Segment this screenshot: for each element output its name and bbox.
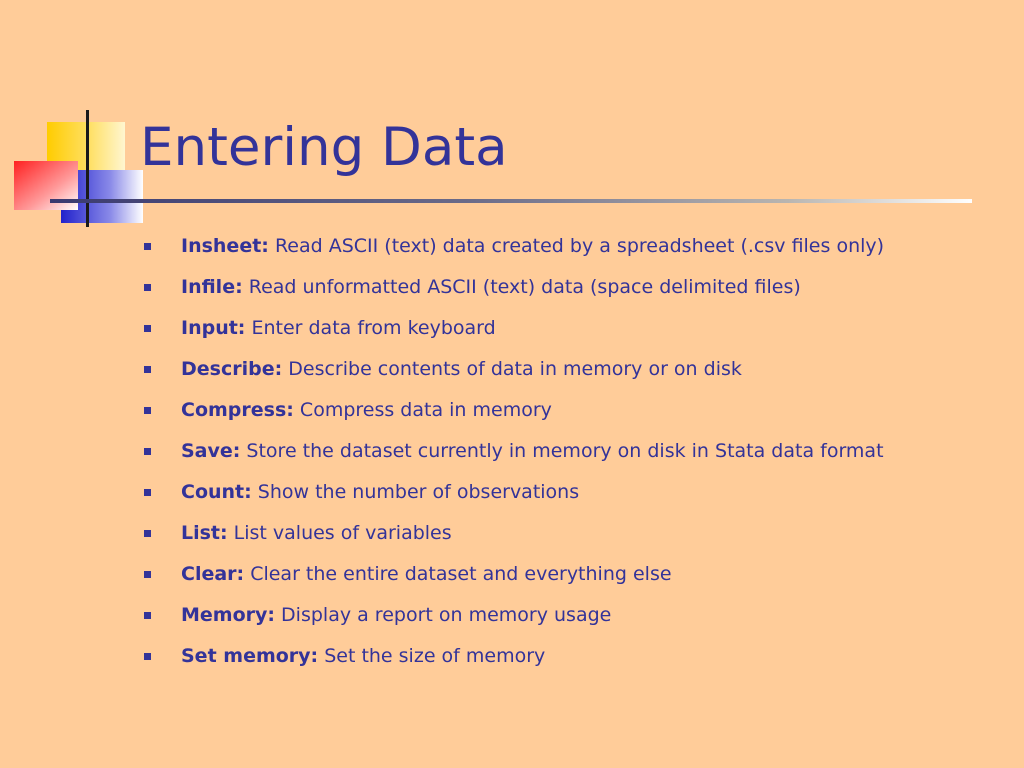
bullet-description: Enter data from keyboard (251, 317, 496, 339)
square-bullet-icon (144, 530, 151, 537)
bullet-item-infile (142, 267, 884, 308)
bullet-term: Save: (181, 440, 241, 462)
bullet-description: Clear the entire dataset and everything else (250, 563, 672, 585)
square-bullet-icon (144, 448, 151, 455)
bullet-item-list (142, 513, 884, 554)
bullet-description: Set the size of memory (324, 645, 546, 667)
bullet-item-set-memory (142, 636, 884, 677)
square-bullet-icon (144, 489, 151, 496)
square-bullet-icon (144, 653, 151, 660)
bullet-description: List values of variables (233, 522, 452, 544)
bullet-term: Input: (181, 317, 246, 339)
bullet-item-clear (142, 554, 884, 595)
bullet-description: Display a report on memory usage (281, 604, 612, 626)
square-bullet-icon (144, 571, 151, 578)
square-bullet-icon (144, 407, 151, 414)
bullet-term: Count: (181, 481, 252, 503)
bullet-description: Store the dataset currently in memory on disk in Stata data format (246, 440, 884, 462)
bullet-list (142, 226, 884, 677)
title-underline (50, 199, 972, 203)
bullet-item-count (142, 472, 884, 513)
bullet-term: Infile: (181, 276, 243, 298)
bullet-description: Describe contents of data in memory or on disk (288, 358, 742, 380)
bullet-item-memory (142, 595, 884, 636)
square-bullet-icon (144, 325, 151, 332)
bullet-term: Memory: (181, 604, 275, 626)
bullet-term: Describe: (181, 358, 283, 380)
bullet-description: Read unformatted ASCII (text) data (space delimited files) (248, 276, 801, 298)
square-bullet-icon (144, 366, 151, 373)
bullet-term: Set memory: (181, 645, 319, 667)
bullet-item-input (142, 308, 884, 349)
deco-vertical-line (86, 110, 89, 227)
square-bullet-icon (144, 284, 151, 291)
square-bullet-icon (144, 243, 151, 250)
bullet-term: Insheet: (181, 235, 269, 257)
bullet-term: Clear: (181, 563, 245, 585)
decorative-squares-graphic (0, 0, 160, 240)
bullet-item-insheet (142, 226, 884, 267)
bullet-term: List: (181, 522, 228, 544)
bullet-item-save (142, 431, 884, 472)
bullet-item-describe (142, 349, 884, 390)
slide-title: Entering Data (140, 117, 508, 178)
square-bullet-icon (144, 612, 151, 619)
bullet-term: Compress: (181, 399, 294, 421)
bullet-item-compress (142, 390, 884, 431)
bullet-description: Show the number of observations (257, 481, 580, 503)
bullet-description: Compress data in memory (299, 399, 552, 421)
bullet-description: Read ASCII (text) data created by a spreadsheet (.csv files only) (274, 235, 885, 257)
